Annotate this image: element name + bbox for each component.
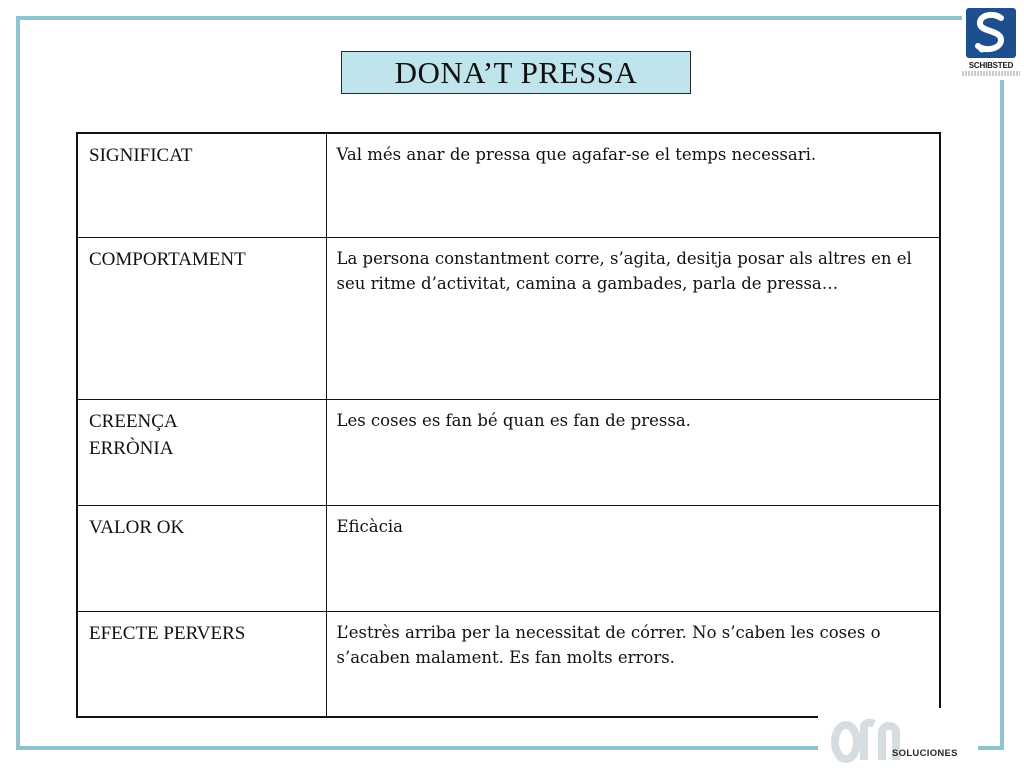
row-label-line: CREENÇA xyxy=(89,410,178,432)
table-row xyxy=(77,611,940,717)
schibsted-logo-name: SCHIBSTED xyxy=(968,61,1014,70)
row-value: Val més anar de pressa que agafar-se el temps necessari. xyxy=(326,133,940,237)
schibsted-logo xyxy=(962,6,1020,80)
table-row xyxy=(77,133,940,237)
schibsted-logo-icon xyxy=(966,8,1016,58)
info-table xyxy=(76,132,941,718)
row-label: SIGNIFICAT xyxy=(77,133,326,237)
row-label: COMPORTAMENT xyxy=(77,237,326,399)
row-value: Les coses es fan bé quan es fan de pressa. xyxy=(326,399,940,505)
row-value: La persona constantment corre, s’agita, desitja posar als altres en el seu ritme d’activitat, camina a gambades, parla de pressa… xyxy=(326,237,940,399)
table-row xyxy=(77,237,940,399)
row-label-line: ERRÒNIA xyxy=(89,437,174,459)
row-label: VALOR OK xyxy=(77,505,326,611)
row-label xyxy=(77,399,326,505)
schibsted-logo-tagline xyxy=(962,71,1020,76)
slide-title: DONA’T PRESSA xyxy=(341,51,691,94)
table-row xyxy=(77,399,940,505)
table-row xyxy=(77,505,940,611)
ori-soluciones-logo xyxy=(818,708,978,768)
row-value: Eficàcia xyxy=(326,505,940,611)
ori-logo-text: SOLUCIONES xyxy=(892,748,958,759)
row-value: L’estrès arriba per la necessitat de córrer. No s’caben les coses o s’acaben malament. Es fan molts errors. xyxy=(326,611,940,717)
row-label: EFECTE PERVERS xyxy=(77,611,326,717)
